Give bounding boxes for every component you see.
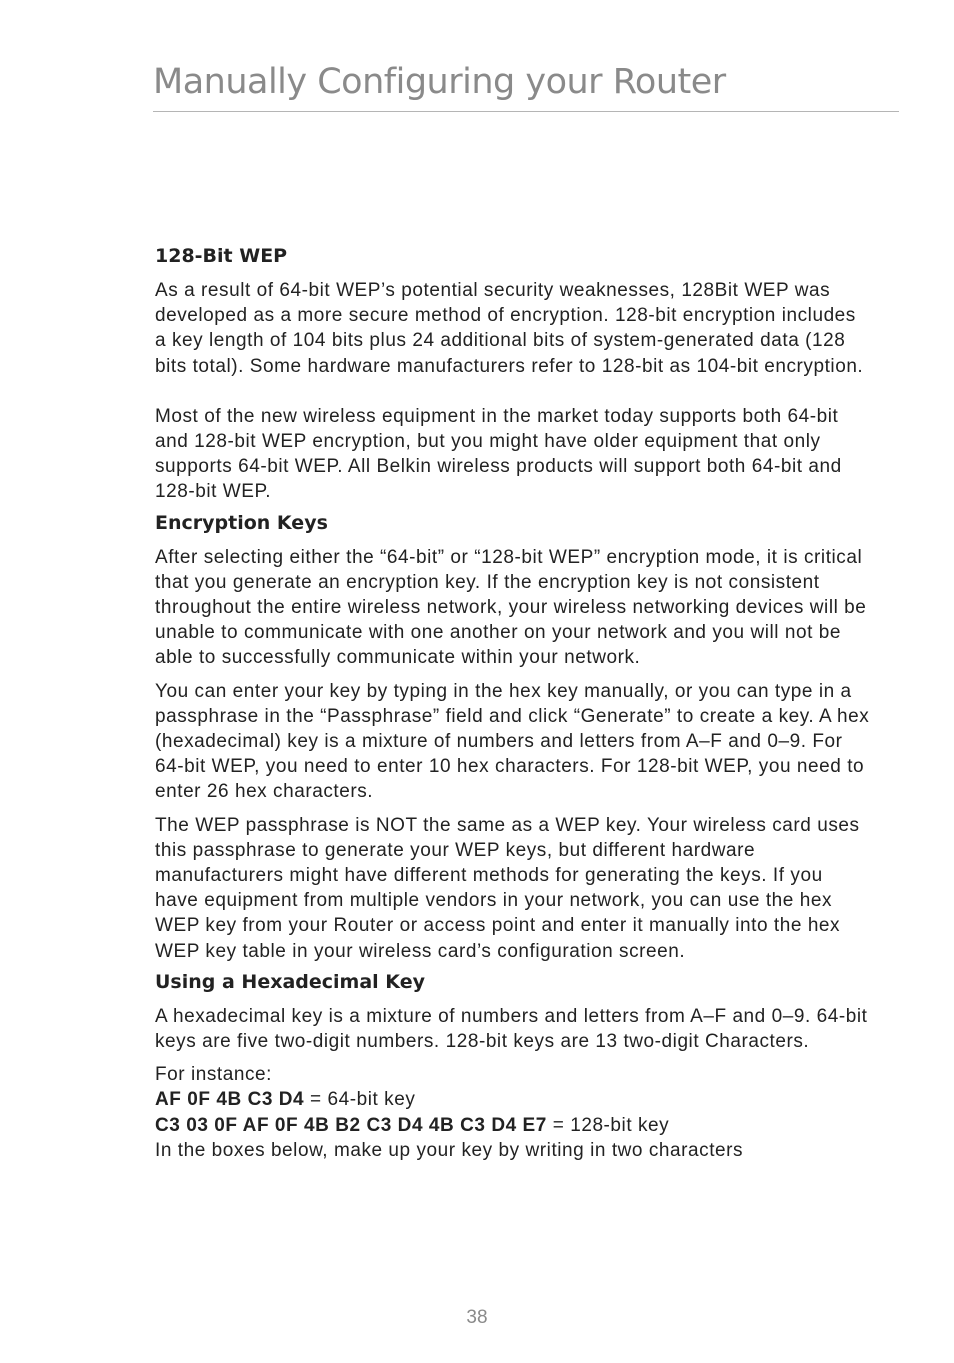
- section-128-bit-wep: [155, 242, 870, 505]
- example-128-bit-key: C3 03 0F AF 0F 4B B2 C3 D4 4B C3 D4 E7: [155, 1114, 547, 1136]
- section-heading-128-bit-wep: 128-Bit WEP: [155, 245, 288, 267]
- example-64-bit-line: [155, 1087, 870, 1112]
- example-block: [155, 1062, 870, 1163]
- title-divider: [153, 111, 899, 112]
- paragraph-encryption-keys-critical: After selecting either the “64-bit” or “128-bit WEP” encryption mode, it is critical that you generate an encryption key. If the encryption key is not consistent throughout the entire wireless network, your wireless networking devices will be unable to communicate with one another on your network and you will not be able to successfully communicate within your network.: [155, 546, 867, 669]
- paragraph-hexadecimal-key-definition: A hexadecimal key is a mixture of numbers and letters from A–F and 0–9. 64-bit keys are five two-digit numbers. 128-bit keys are 13 two-digit Characters.: [155, 1005, 868, 1053]
- example-128-bit-line: [155, 1113, 870, 1138]
- example-intro: For instance:: [155, 1064, 272, 1086]
- paragraph-encryption-keys-passphrase: The WEP passphrase is NOT the same as a WEP key. Your wireless card uses this passphrase to generate your WEP keys, but different hardware manufacturers might have different methods for generating the keys. If you have equipment from multiple vendors in your network, you can use the hex WEP key from your Router or access point and enter it manually into the hex WEP key table in your wireless card’s configuration screen.: [155, 814, 860, 962]
- example-128-bit-desc: = 128-bit key: [546, 1114, 670, 1136]
- example-64-bit-key: AF 0F 4B C3 D4: [155, 1089, 305, 1111]
- main-content: [155, 242, 870, 1171]
- paragraph-128-bit-wep-intro: As a result of 64-bit WEP’s potential security weaknesses, 128Bit WEP was developed as a more secure method of encryption. 128-bit encryption includes a key length of 104 bits plus 24 additional bits of system-generated data (128 bits total). Some hardware manufacturers refer to 128-bit as 104-bit encryption.: [155, 280, 864, 377]
- section-encryption-keys: [155, 509, 870, 964]
- page-title: Manually Configuring your Router: [153, 62, 726, 102]
- paragraph-encryption-keys-entry: You can enter your key by typing in the hex key manually, or you can type in a passphrase in the “Passphrase” field and click “Generate” to create a key. A hex (hexadecimal) key is a mixture of numbers and letters from A–F and 0–9. For 64-bit WEP, you need to enter 10 hex characters. For 128-bit WEP, you need to enter 26 hex characters.: [155, 680, 870, 803]
- page-number: 38: [466, 1307, 488, 1328]
- paragraph-128-bit-wep-support: Most of the new wireless equipment in the market today supports both 64-bit and 128-bit WEP encryption, but you might have older equipment that only supports 64-bit WEP. All Belkin wireless products will support both 64-bit and 128-bit WEP.: [155, 405, 842, 503]
- section-hexadecimal-key: [155, 968, 870, 1163]
- section-heading-encryption-keys: Encryption Keys: [155, 511, 328, 534]
- example-64-bit-desc: = 64-bit key: [304, 1089, 416, 1111]
- section-heading-hexadecimal-key: Using a Hexadecimal Key: [155, 970, 425, 993]
- closing-instruction: In the boxes below, make up your key by writing in two characters: [155, 1139, 744, 1161]
